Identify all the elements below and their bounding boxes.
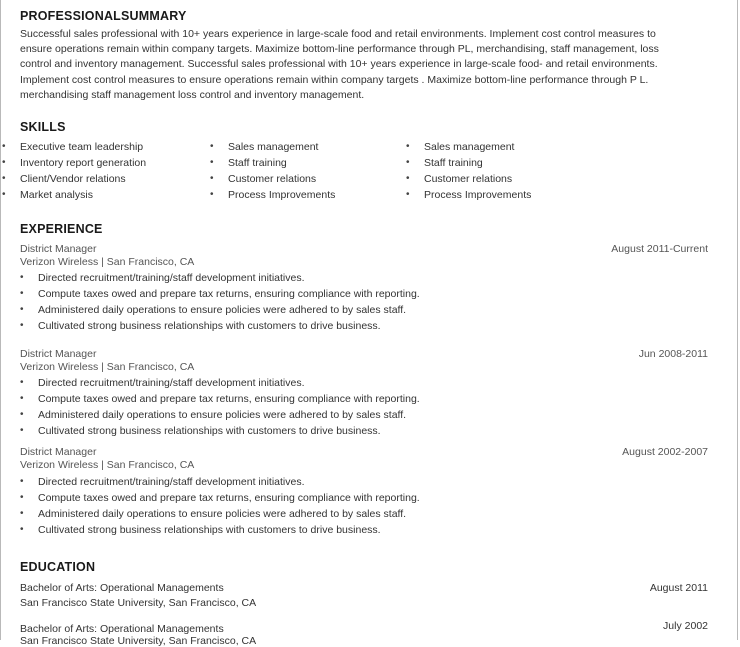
summary-section	[20, 9, 720, 103]
job-bullet: • Cultivated strong business relationships with customers to drive business.	[38, 522, 708, 538]
job-dates: Jun 2008-2011	[638, 348, 708, 360]
skill-item: • Process Improvements	[424, 187, 624, 203]
skills-column-2	[228, 139, 424, 203]
job-bullet: • Compute taxes owed and prepare tax returns, ensuring compliance with reporting.	[38, 286, 708, 302]
job-bullet: • Cultivated strong business relationships with customers to drive business.	[38, 318, 708, 334]
summary-heading: PROFESSIONALSUMMARY	[20, 9, 187, 23]
job-title: District Manager	[20, 243, 97, 255]
skill-item: • Staff training	[228, 155, 424, 171]
job-entry	[20, 348, 708, 439]
experience-heading: EXPERIENCE	[20, 222, 103, 236]
job-bullet: • Administered daily operations to ensure policies were adhered to by sales staff.	[38, 302, 708, 318]
skill-item: • Sales management	[228, 139, 424, 155]
degree: Bachelor of Arts: Operational Managements	[20, 623, 224, 635]
education-entry	[20, 582, 708, 609]
summary-line: merchandising staff management loss control and inventory management.	[20, 88, 365, 101]
education-header	[20, 582, 708, 594]
school: San Francisco State University, San Francisco, CA	[20, 635, 257, 647]
skill-item: • Staff training	[424, 155, 624, 171]
skill-item: • Market analysis	[20, 187, 228, 203]
degree: Bachelor of Arts: Operational Managements	[20, 582, 224, 594]
education-heading: EDUCATION	[20, 560, 96, 574]
skill-item: • Customer relations	[424, 171, 624, 187]
job-organization: Verizon Wireless | San Francisco, CA	[20, 459, 195, 471]
job-bullets	[20, 474, 708, 538]
skills-heading: SKILLS	[20, 120, 66, 134]
job-dates: August 2011-Current	[611, 243, 708, 255]
summary-line: Implement cost control measures to ensure operations remain within company targets . Maximize bottom-line performance through P L.	[20, 73, 649, 86]
job-entry	[20, 243, 708, 334]
summary-line: ensure operations remain within company targets. Maximize bottom-line performance through PL, merchandising, staff management, loss	[20, 43, 659, 56]
skills-grid	[20, 139, 720, 203]
job-title: District Manager	[20, 348, 97, 360]
skills-column-3	[424, 139, 624, 203]
job-organization: Verizon Wireless | San Francisco, CA	[20, 361, 195, 373]
education-section	[20, 560, 720, 574]
skill-item: • Sales management	[424, 139, 624, 155]
job-title: District Manager	[20, 446, 97, 458]
job-bullets	[20, 270, 708, 334]
skill-item: • Executive team leadership	[20, 139, 228, 155]
skills-column-1	[20, 139, 228, 203]
job-bullet: • Administered daily operations to ensure policies were adhered to by sales staff.	[38, 407, 708, 423]
education-header	[20, 620, 708, 635]
job-bullet: • Directed recruitment/training/staff development initiatives.	[38, 474, 708, 490]
experience-section	[20, 222, 720, 236]
school: San Francisco State University, San Francisco, CA	[20, 597, 257, 609]
job-bullet: • Administered daily operations to ensure policies were adhered to by sales staff.	[38, 506, 708, 522]
skill-item: • Client/Vendor relations	[20, 171, 228, 187]
job-bullet: • Compute taxes owed and prepare tax returns, ensuring compliance with reporting.	[38, 490, 708, 506]
summary-text	[20, 27, 720, 103]
skills-section	[20, 120, 720, 203]
summary-line: Successful sales professional with 10+ years experience in large-scale food and retail environments. Implement cost control measures to	[20, 28, 656, 40]
job-header	[20, 446, 708, 458]
job-bullet: • Cultivated strong business relationships with customers to drive business.	[38, 423, 708, 439]
skill-item: • Customer relations	[228, 171, 424, 187]
job-bullet: • Compute taxes owed and prepare tax returns, ensuring compliance with reporting.	[38, 391, 708, 407]
job-bullet: • Directed recruitment/training/staff development initiatives.	[38, 270, 708, 286]
skill-item: • Process Improvements	[228, 187, 424, 203]
job-organization: Verizon Wireless | San Francisco, CA	[20, 256, 195, 268]
education-entry	[20, 620, 708, 647]
job-dates: August 2002-2007	[622, 446, 708, 458]
job-header	[20, 243, 708, 255]
job-bullet: • Directed recruitment/training/staff development initiatives.	[38, 375, 708, 391]
education-date: July 2002	[663, 620, 708, 632]
job-entry	[20, 446, 708, 538]
job-header	[20, 348, 708, 360]
summary-line: control and inventory management. Successful sales professional with 10+ years experience in large-scale food- and retail environments.	[20, 58, 658, 71]
job-bullets	[20, 375, 708, 439]
skill-item: • Inventory report generation	[20, 155, 228, 171]
education-date: August 2011	[649, 582, 708, 594]
